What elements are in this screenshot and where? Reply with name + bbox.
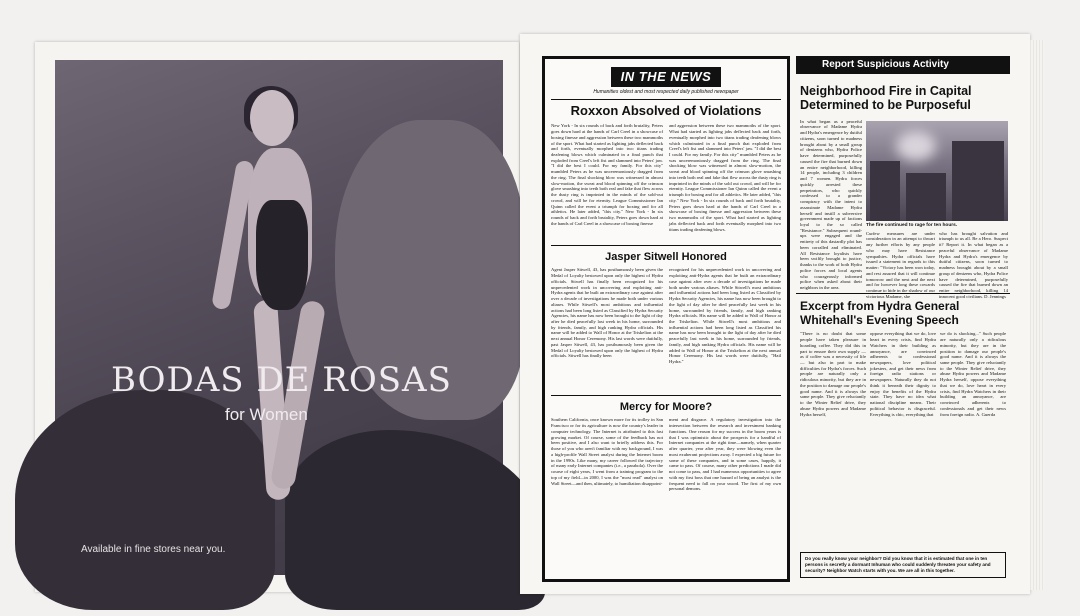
ad-subtitle: for Women bbox=[225, 405, 308, 424]
page-edges bbox=[1030, 40, 1044, 590]
speech-headline: Excerpt from Hydra General Whitehall's Evening Speech bbox=[800, 298, 960, 327]
model-figure bbox=[220, 90, 340, 510]
speech-body bbox=[796, 331, 1010, 461]
photo-caption: The fire continued to rage for ten hours. bbox=[866, 222, 958, 228]
neighbor-watch-notice: Do you really know your neighbor? Did you know that it is estimated that one in ten persons is secretly a dormant Inhuman who could suddenly threaten your safety and security? Neighbor Watch starts with you. We are all in this together. bbox=[800, 552, 1006, 578]
fire-photo bbox=[866, 121, 1008, 221]
story3-col1: Southern California, once known more for its trolley in San Francisco or for its agriculture is now the country's leader in computer technology. The Internet is attributed to this fast growing market. Of course, some of the feedback has not been positive, and I also want to briefly address this. For those of you who aren't familiar with my background, I was a high-profile Wall Street analyst during the Internet boom in the 1990s. Like many, my career followed the trajectory of many early Internet companies (i.e., a parabola). Over the course of eight years, I went from a training program to the top of my field—in 2000, I was the "most read" analyst on Wall Street—and then, ultimately, to humiliation disappoint- bbox=[551, 417, 663, 486]
sidebar bbox=[794, 56, 1012, 582]
fire-col-b: Curfew measures are under consideration in an attempt to thwart any further efforts by any people who may have Resistance sympathies. Hydra officials have issued a statement in regards to this matter: "Victory has been won today, and rest assured that it will continue tomorrow and the next and the next and for however long these cowards continue to hide in the shadow of our victorious Madame, she bbox=[866, 230, 935, 299]
divider bbox=[551, 99, 781, 100]
speech-col-d: "There is no doubt that some people have taken pleasure in hoarding coffee. They did this in part to ensure their own supply — as if coffee was a necessity of life — but also in part to make difficulties for Hydra's forces. Such people are naturally only a ridiculous minority, but they are in the position to damage our people's good name. And it is always the same people. They give reluctantly to the Winter Relief drive, they abuse Hydra powers and Madame Hydra herself, bbox=[800, 331, 866, 417]
fire-col-a: In what began as a peaceful observance of Madame Hydra and Hydra's emergence by dutiful citizens, soon turned to madness brought about by a small group of denizens who, Hydra Police have determined, purposefully caused the fire that burned down an entire neighborhood, killing 14 people, including 3 children and 7 women. Hydra forces quickly arrested these perpetrators, who quickly confessed to a grander conspiracy with the intent to assassinate Madame Hydra herself and instill a subversive government made up of factions loyal to the so called "Resistance." Subsequent round-ups were engaged and the entirety of this dastardly plot has been corralled and eliminated. All Resistance loyalists have been swiftly brought to justice, thanks to the work of both Hydra police forces and local agents who courageously informed police when asked about their neighbors in the area. bbox=[800, 118, 862, 291]
fire-cols-lower bbox=[866, 230, 1008, 299]
perfume-ad bbox=[55, 60, 503, 575]
story2-col2: recognized for his unprecedented work in uncovering and exploiting anti-Hydra agents that he built an extraordinary case against after over a decade of investigations he made both under various aliases. While Sitwell's most ambitious and influential actions had been long listed as Classified by Hydra Security Agencies, his name has now been brought to the light of day after he died peacefully last week in his home, surrounded by friends, family, and high ranking Hydra officials. His name will be added to Wall of Honor at the Triskelion. While Sitwell's most ambitious and influential actions had been long listed as Classified his name has now been brought to the light of day after he died peacefully last week in his home, surrounded by friends, family, and high ranking Hydra officials. His name will be added to Wall of Honor at the Triskelion at the next annual Honor Ceremony. His last words were dutifully, "Hail Hydra." bbox=[669, 267, 781, 365]
story1-body bbox=[551, 123, 781, 241]
fire-headline: Neighborhood Fire in Capital Determined to be Purposeful bbox=[800, 84, 972, 113]
divider bbox=[551, 395, 781, 396]
story2-col1: Agent Jasper Sitwell, 43, has posthumously been given the Medal of Loyalty bestowed upon only the highest of Hydra officials. Sitwell has finally been recognized for his unprecedented work in uncovering and exploiting anti-Hydra agents that he built an extraordinary case against after over a decade of investigations he made both under various aliases. While Sitwell's most ambitious and influential actions had been long listed as Classified by Hydra Security Agencies, his name has now been brought to the light of day after he died peacefully last week in his home, surrounded by friends, family, and high ranking Hydra officials. His name will be added to Wall of Honor at the Triskelion at the next annual Honor Ceremony. His last words were dutifully, past Jasper Sitwell, 43, has posthumously been given the Medal of Loyalty bestowed upon only the highest of Hydra officials. Sitwell has finally been bbox=[551, 267, 663, 359]
story3-headline: Mercy for Moore? bbox=[619, 401, 713, 414]
story3-body bbox=[551, 417, 781, 577]
story3-col2: ment and disgrace. A regulatory investigation into the intersection between the research and investment banking functions. One reason for my success in the boom years is that I was optimistic about the prospects for a handful of Internet companies at the right time—namely, when quarter after quarter, year after year, they were blowing even the most exuberant projections away. I expected a big future for some of these companies, and in some cases, happily, it came to pass. Of course, many other predictions I made did not come to pass, and I had numerous opportunities to agree with my first boss that one hazard of being an analyst is the frequent need to fall on your sword. The first of my own personal demons. bbox=[669, 417, 781, 492]
story1-col1: New York - In six rounds of back and forth brutality, Peters goes down hard at the hands of Carl Creel in a showcase of boxing finesse and aggression between these two mammoths of the sport. What had started as lighting jabs deflected back and forth, eventually morphed into two titans trading deafening blows which culminated in a final punch that exploded from Creel's left fist and slammed into Peters' jaw. "I did the best I could. For my family. For this city" mumbled Peters as he was unceremoniously dragged from the ring. The final shocking blow was witnessed in almost slow-motion, the sweat and blood spinning off the crimson glove smashing into teeth both real and fake that flew across the dusty ring is imprinted in the minds of the sold-out crowd, and will be for eternity. League Commissioner Ian Quinn called the event a triumph for boxing and for all athletics. He later added, "this city." New York - In six rounds of back and forth brutality, Peters goes down hard at the hands of Carl Creel in a showcase of boxing finesse bbox=[551, 123, 663, 226]
tagline: Humanities oldest and most respected daily published newspaper bbox=[593, 89, 739, 95]
building-shape bbox=[952, 141, 1004, 221]
speech-col-e: oppose everything that we do, love heart in every crisis, find Hydra Watchers in their building as annoyance, are convinced adherents to confessional newspapers, love political jokesters, and get their news from foreign radio stations or newspapers. Naturally they do not think it beneath their dignity to enjoy the benefits of the Hydra state. They have no idea what national discipline means. Their political behavior is disgraceful. Everything is chic, everything that bbox=[870, 331, 936, 417]
story2-headline: Jasper Sitwell Honored bbox=[605, 251, 727, 264]
fire-col-c: who has brought salvation and triumph to us all. Be a Hero. Suspect it? Report it. In what began as a peaceful observance of Madame Hydra and Hydra's emergence by dutiful citizens, soon turned to madness brought about by a small group of denizens who, Hydra Police have determined, purposefully caused the fire that burned down an entire neighborhood, killing 14 innocent good civilians. D. Jennings bbox=[939, 230, 1008, 299]
left-page bbox=[35, 42, 519, 592]
speech-col-f: we do is shocking..." Such people are naturally only a ridiculous minority, but they are in the position to damage our people's good name. And it is always the same people. They give reluctantly to the Winter Relief drive, they abuse Hydra powers and Madame Hydra herself, oppose everything that we do, love heart in every crisis, find Hydra Watchers in their building an annoyance, are convinced adherents to confessionals and get their news from foreign radio. A. Guerda bbox=[940, 331, 1006, 417]
ad-footer: Available in fine stores near you. bbox=[81, 544, 226, 555]
right-page bbox=[520, 34, 1030, 594]
fire-story bbox=[796, 118, 1010, 299]
report-banner: Report Suspicious Activity bbox=[796, 56, 1010, 74]
ad-title: BODAS DE ROSAS bbox=[111, 360, 452, 400]
story1-col2: and aggression between these two mammoths of the sport. What had started as lighting jabs deflected back and forth, eventually morphed into two titans trading deafening blows which culminated in a final punch that exploded from Creel's left fist and slammed into Peters' jaw. "I did the best I could. For my family. For this city" mumbled Peters as he was unceremoniously dragged from the ring. The final shocking blow was witnessed in almost slow-motion, the sweat and blood spinning off the crimson glove smashing into teeth both real and fake that flew across the dusty ring is imprinted in the minds of the sold out crowd, and will be for eternity. League Commissioner Ian Quinn called the event a triumph for boxing and for all athletics. He later added, "this city." New York - In six rounds of back and forth brutality, Peters goes down hard at the hands of Carl Creel in a showcase of boxing finesse and aggression between these two mammoths of the sport. What had started as lighting jabs deflected back and forth eventually morphed into two titans trading deafening blows. bbox=[669, 123, 782, 232]
news-column-frame bbox=[542, 56, 790, 582]
building-shape bbox=[906, 173, 946, 221]
divider bbox=[551, 245, 781, 246]
fire-glow bbox=[896, 131, 936, 161]
model-head bbox=[250, 90, 294, 146]
model-swimsuit bbox=[256, 200, 308, 310]
masthead: IN THE NEWS bbox=[611, 67, 721, 87]
building-shape bbox=[870, 161, 900, 221]
story2-body bbox=[551, 267, 781, 391]
story1-headline: Roxxon Absolved of Violations bbox=[570, 103, 762, 118]
